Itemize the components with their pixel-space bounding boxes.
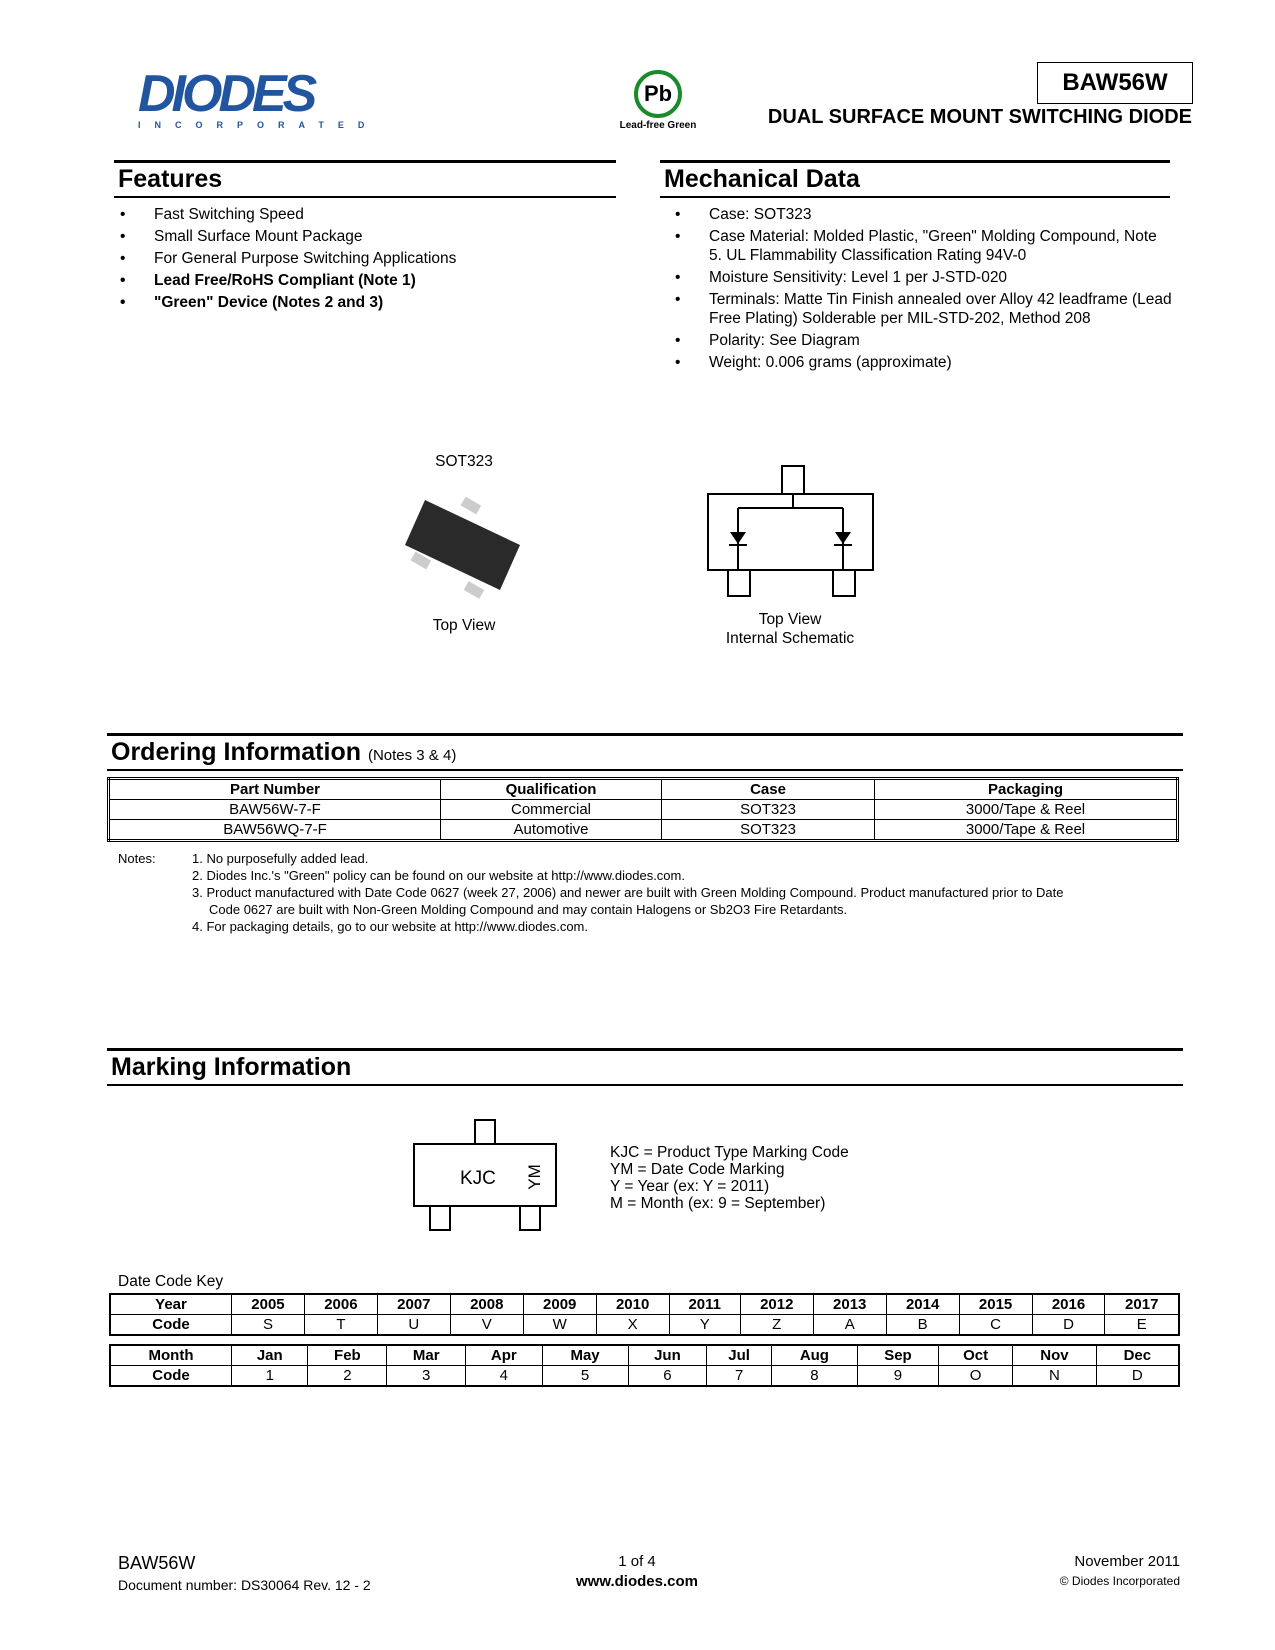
table-header-row xyxy=(110,1294,1179,1315)
table-header-row xyxy=(109,779,1178,800)
ordering-table xyxy=(107,777,1179,842)
package-lead xyxy=(464,581,485,599)
table-cell: V xyxy=(450,1315,523,1336)
row-label: Code xyxy=(110,1366,232,1387)
table-cell: O xyxy=(939,1366,1013,1387)
table-row xyxy=(109,820,1178,841)
diodes-logo xyxy=(138,65,379,130)
package-lead xyxy=(461,497,482,515)
note-item: Code 0627 are built with Non-Green Molding Compound and may contain Halogens or Sb2O3 Fire Retardants. xyxy=(209,902,848,917)
table-cell: 2017 xyxy=(1105,1294,1179,1315)
ordering-title: Ordering Information xyxy=(111,738,361,766)
table-cell: U xyxy=(377,1315,450,1336)
table-cell: X xyxy=(596,1315,669,1336)
table-cell: C xyxy=(959,1315,1032,1336)
table-cell: Feb xyxy=(308,1345,387,1366)
table-row xyxy=(110,1366,1179,1387)
table-cell: Mar xyxy=(387,1345,466,1366)
lead-free-badge xyxy=(618,70,698,130)
list-item: • Moisture Sensitivity: Level 1 per J-STD-020 xyxy=(672,268,1172,287)
legend-item: M = Month (ex: 9 = September) xyxy=(610,1195,826,1212)
internal-schematic xyxy=(700,462,880,598)
footer-website[interactable]: www.diodes.com xyxy=(576,1573,698,1590)
table-cell: 2016 xyxy=(1032,1294,1105,1315)
legend-item: YM = Date Code Marking xyxy=(610,1161,785,1178)
document-subtitle: DUAL SURFACE MOUNT SWITCHING DIODE xyxy=(767,106,1192,128)
lead-free-label: Lead-free Green xyxy=(619,120,697,131)
table-cell: Automotive xyxy=(441,820,662,841)
table-cell: May xyxy=(542,1345,628,1366)
sot323-package-image xyxy=(400,490,530,610)
table-cell: Commercial xyxy=(441,800,662,820)
row-label: Code xyxy=(110,1315,232,1336)
mechanical-heading: Mechanical Data xyxy=(660,160,1170,198)
table-cell: 9 xyxy=(857,1366,938,1387)
table-cell: D xyxy=(1032,1315,1105,1336)
table-cell: D xyxy=(1096,1366,1179,1387)
table-cell: 2006 xyxy=(304,1294,377,1315)
pin-2 xyxy=(833,570,855,596)
table-cell: 6 xyxy=(628,1366,707,1387)
table-cell: SOT323 xyxy=(662,820,875,841)
footer-part: BAW56W xyxy=(118,1553,196,1573)
marking-date-code: YM xyxy=(524,1164,544,1190)
marking-code: KJC xyxy=(460,1168,496,1189)
ordering-heading xyxy=(107,733,1183,771)
table-cell: Aug xyxy=(771,1345,857,1366)
table-cell: 7 xyxy=(707,1366,772,1387)
row-label: Month xyxy=(110,1345,232,1366)
table-header: Qualification xyxy=(441,779,662,800)
notes-label: Notes: xyxy=(118,851,156,866)
list-item: • Weight: 0.006 grams (approximate) xyxy=(672,353,1172,372)
diode-icon xyxy=(835,532,851,544)
list-item: • Small Surface Mount Package xyxy=(117,227,617,246)
table-cell: 8 xyxy=(771,1366,857,1387)
ordering-title-note: (Notes 3 & 4) xyxy=(367,747,457,764)
footer-copyright: © Diodes Incorporated xyxy=(1059,1574,1180,1588)
list-item: • Case Material: Molded Plastic, "Green" Molding Compound, Note 5. UL Flammability Classification Rating 94V-0 xyxy=(672,227,1172,265)
note-item: 2. Diodes Inc.'s "Green" policy can be found on our website at http://www.diodes.com. xyxy=(192,868,685,883)
footer-date: November 2011 xyxy=(1074,1553,1180,1570)
schematic-caption-line2: Internal Schematic xyxy=(725,630,855,647)
list-item: • For General Purpose Switching Applications xyxy=(117,249,617,268)
part-number-box: BAW56W xyxy=(1037,62,1193,104)
table-cell: Oct xyxy=(939,1345,1013,1366)
table-cell: 2008 xyxy=(450,1294,523,1315)
table-cell: Y xyxy=(669,1315,740,1336)
table-cell: Jul xyxy=(707,1345,772,1366)
date-code-key-label: Date Code Key xyxy=(118,1273,224,1290)
pb-icon: Pb xyxy=(634,70,682,118)
marking-heading: Marking Information xyxy=(107,1048,1183,1086)
table-cell: Nov xyxy=(1013,1345,1097,1366)
table-cell: N xyxy=(1013,1366,1097,1387)
table-cell: E xyxy=(1105,1315,1179,1336)
table-cell: Jun xyxy=(628,1345,707,1366)
schematic-caption-line1: Top View xyxy=(758,611,822,628)
table-cell: 2014 xyxy=(886,1294,959,1315)
table-header: Part Number xyxy=(109,779,441,800)
list-item: • Lead Free/RoHS Compliant (Note 1) xyxy=(117,271,617,290)
mechanical-list xyxy=(672,205,1172,375)
table-cell: S xyxy=(232,1315,305,1336)
notes-list xyxy=(192,850,1182,935)
note-item: 3. Product manufactured with Date Code 0627 (week 27, 2006) and newer are built with Green Molding Compound. Product manufactured prior to Date xyxy=(192,885,1064,900)
pin-3 xyxy=(782,466,804,494)
package-label: SOT323 xyxy=(435,453,493,470)
table-cell: 3 xyxy=(387,1366,466,1387)
package-caption: Top View xyxy=(432,617,496,634)
table-cell: Z xyxy=(740,1315,813,1336)
table-header: Case xyxy=(662,779,875,800)
table-header-row xyxy=(110,1345,1179,1366)
table-cell: 1 xyxy=(232,1366,308,1387)
table-cell: 2005 xyxy=(232,1294,305,1315)
marking-legend xyxy=(610,1144,849,1212)
year-code-table xyxy=(109,1293,1180,1336)
footer-doc-number: Document number: DS30064 Rev. 12 - 2 xyxy=(118,1577,371,1593)
table-cell: Sep xyxy=(857,1345,938,1366)
table-cell: 2009 xyxy=(523,1294,596,1315)
table-cell: Jan xyxy=(232,1345,308,1366)
table-cell: B xyxy=(886,1315,959,1336)
list-item: • Polarity: See Diagram xyxy=(672,331,1172,350)
list-item: • Fast Switching Speed xyxy=(117,205,617,224)
footer-page: 1 of 4 xyxy=(618,1553,656,1570)
table-cell: SOT323 xyxy=(662,800,875,820)
table-cell: W xyxy=(523,1315,596,1336)
table-cell: 3000/Tape & Reel xyxy=(875,820,1178,841)
list-item: • Case: SOT323 xyxy=(672,205,1172,224)
logo-text: DIODES xyxy=(138,65,314,123)
table-cell: A xyxy=(813,1315,886,1336)
marking-pin xyxy=(475,1120,495,1144)
package-body xyxy=(405,500,520,590)
features-list xyxy=(117,205,617,315)
legend-item: KJC = Product Type Marking Code xyxy=(610,1144,849,1161)
pin-1 xyxy=(728,570,750,596)
diode-icon xyxy=(730,532,746,544)
table-cell: 3000/Tape & Reel xyxy=(875,800,1178,820)
list-item: • "Green" Device (Notes 2 and 3) xyxy=(117,293,617,312)
table-cell: 2013 xyxy=(813,1294,886,1315)
note-item: 4. For packaging details, go to our website at http://www.diodes.com. xyxy=(192,919,588,934)
marking-pin xyxy=(520,1206,540,1230)
table-cell: 4 xyxy=(466,1366,542,1387)
table-cell: 2 xyxy=(308,1366,387,1387)
table-header: Packaging xyxy=(875,779,1178,800)
table-cell: 2012 xyxy=(740,1294,813,1315)
table-cell: 5 xyxy=(542,1366,628,1387)
table-cell: Apr xyxy=(466,1345,542,1366)
table-cell: 2010 xyxy=(596,1294,669,1315)
table-cell: Dec xyxy=(1096,1345,1179,1366)
row-label: Year xyxy=(110,1294,232,1315)
marking-pin xyxy=(430,1206,450,1230)
legend-item: Y = Year (ex: Y = 2011) xyxy=(610,1178,770,1195)
table-row xyxy=(109,800,1178,820)
table-cell: 2007 xyxy=(377,1294,450,1315)
table-row xyxy=(110,1315,1179,1336)
table-cell: BAW56WQ-7-F xyxy=(109,820,441,841)
table-cell: 2015 xyxy=(959,1294,1032,1315)
table-cell: BAW56W-7-F xyxy=(109,800,441,820)
month-code-table xyxy=(109,1344,1180,1387)
logo-subtext: INCORPORATED xyxy=(138,120,379,130)
list-item: • Terminals: Matte Tin Finish annealed over Alloy 42 leadframe (Lead Free Plating) Solderable per MIL-STD-202, Method 208 xyxy=(672,290,1172,328)
features-heading: Features xyxy=(114,160,616,198)
note-item: 1. No purposefully added lead. xyxy=(192,851,369,866)
table-cell: T xyxy=(304,1315,377,1336)
schematic-caption xyxy=(700,610,880,648)
table-cell: 2011 xyxy=(669,1294,740,1315)
